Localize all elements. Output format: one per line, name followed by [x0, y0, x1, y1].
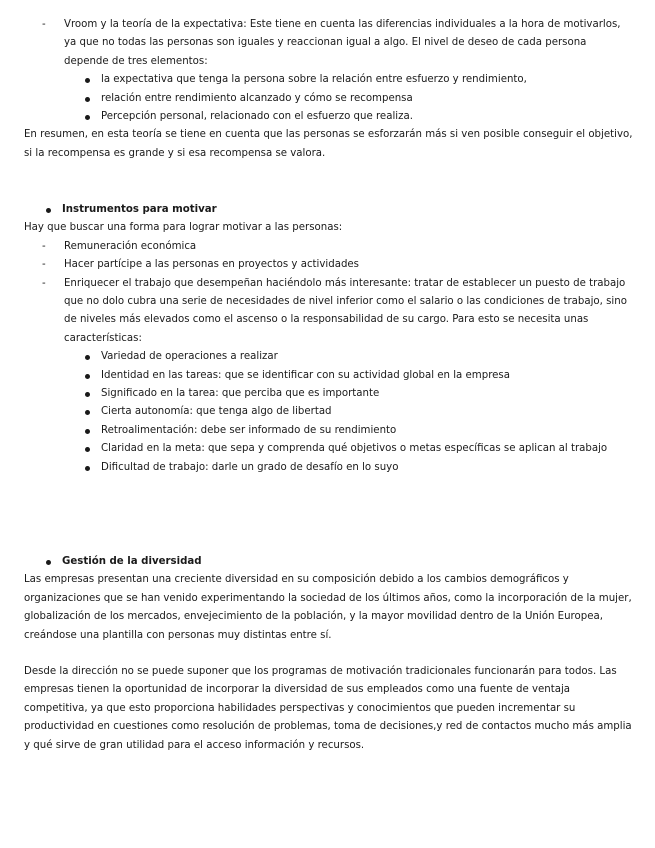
bullet-icon [85, 97, 90, 102]
list-item [24, 385, 634, 403]
diversidad-paragraph-1: Las empresas presentan una creciente diversidad en su composición debido a los cambios demográficos y organizaciones que se han venido experimentando la sociedad de los últimos años, como la incorporación de la mujer, globalización de los mercados, envejecimiento de la población, y la mayor movilidad dentro de la Unión Europea, creándose una plantilla con personas muy distintas entre sí. [24, 574, 632, 641]
bullet-icon [85, 115, 90, 120]
instrumentos-intro: Hay que buscar una forma para lograr motivar a las personas: [24, 222, 343, 234]
list-item [24, 108, 634, 126]
dash-marker: - [42, 277, 46, 289]
dash-marker: - [42, 19, 46, 30]
vroom-elements-list [24, 71, 634, 126]
vroom-section [24, 16, 634, 163]
list-item [24, 367, 634, 385]
vroom-item [24, 16, 634, 71]
list-item-text: Dificultad de trabajo: darle un grado de desafío en lo suyo [101, 461, 399, 473]
list-item-text: Retroalimentación: debe ser informado de su rendimiento [101, 424, 397, 436]
diversidad-section [24, 553, 634, 755]
dash-item-text: Remuneración económica [64, 240, 197, 252]
list-item-text: Cierta autonomía: que tenga algo de libertad [101, 406, 332, 418]
list-item-text: relación entre rendimiento alcanzado y cómo se recompensa [101, 92, 413, 104]
diversidad-paragraph-2: Desde la dirección no se puede suponer que los programas de motivación tradicionales funcionarán para todos. Las empresas tienen la oportunidad de incorporar la diversidad de sus empleados como una fuente de ventaja competitiva, ya que esto proporciona habilidades perspectivas y conocimientos que pueden incrementar su productividad en cuestiones como resolución de problemas, toma de decisiones,y red de contactos mucho más amplia y qué sirve de gran utilidad para el acceso información y recursos. [24, 666, 632, 751]
vroom-text: Vroom y la teoría de la expectativa: Este tiene en cuenta las diferencias individuales a la hora de motivarlos, ya que no todas las personas son iguales y reaccionan igual a algo. El nivel de deseo de cada persona depende de tres elementos: [64, 19, 621, 67]
list-item [24, 348, 634, 366]
list-item [24, 403, 634, 421]
bullet-icon [85, 374, 90, 379]
list-item [24, 71, 634, 89]
list-item [24, 422, 634, 440]
dash-list-item [24, 275, 634, 349]
section-heading [24, 201, 634, 219]
list-item-text: Significado en la tarea: que perciba que es importante [101, 388, 380, 400]
list-item-text: Claridad en la meta: que sepa y comprenda qué objetivos o metas específicas se aplican al trabajo [101, 443, 608, 455]
dash-marker: - [42, 240, 46, 252]
bullet-icon [85, 447, 90, 452]
bullet-icon [46, 208, 51, 213]
list-item-text: Percepción personal, relacionado con el esfuerzo que realiza. [101, 111, 413, 123]
list-item-text: Variedad de operaciones a realizar [101, 351, 278, 363]
dash-item-text: Enriquecer el trabajo que desempeñan haciéndolo más interesante: tratar de establecer un puesto de trabajo que no dolo cubra una serie de necesidades de nivel inferior como el salario o las condiciones de trabajo, sino de niveles más elevados como el ascenso o la responsabilidad de su cargo. Para esto se necesita unas características: [64, 277, 627, 344]
bullet-icon [85, 392, 90, 397]
dash-item-text: Hacer partícipe a las personas en proyectos y actividades [64, 259, 359, 271]
dash-list-item [24, 238, 634, 256]
bullet-icon [85, 410, 90, 415]
bullet-icon [85, 429, 90, 434]
bullet-icon [46, 560, 51, 565]
instrumentos-section [24, 201, 634, 477]
list-item [24, 90, 634, 108]
section-heading [24, 553, 634, 571]
dash-marker: - [42, 259, 46, 271]
bullet-icon [85, 78, 90, 83]
bullet-icon [85, 355, 90, 360]
list-item [24, 440, 634, 458]
bullet-icon [85, 466, 90, 471]
dash-list-item [24, 256, 634, 274]
instrumentos-heading: Instrumentos para motivar [62, 204, 217, 215]
characteristics-list [24, 348, 634, 477]
diversidad-heading: Gestión de la diversidad [62, 556, 202, 567]
list-item [24, 459, 634, 477]
list-item-text: Identidad en las tareas: que se identificar con su actividad global en la empresa [101, 369, 510, 381]
vroom-summary: En resumen, en esta teoría se tiene en cuenta que las personas se esforzarán más si ven posible conseguir el objetivo, si la recompensa es grande y si esa recompensa se valora. [24, 129, 633, 159]
list-item-text: la expectativa que tenga la persona sobre la relación entre esfuerzo y rendimiento, [101, 74, 527, 86]
